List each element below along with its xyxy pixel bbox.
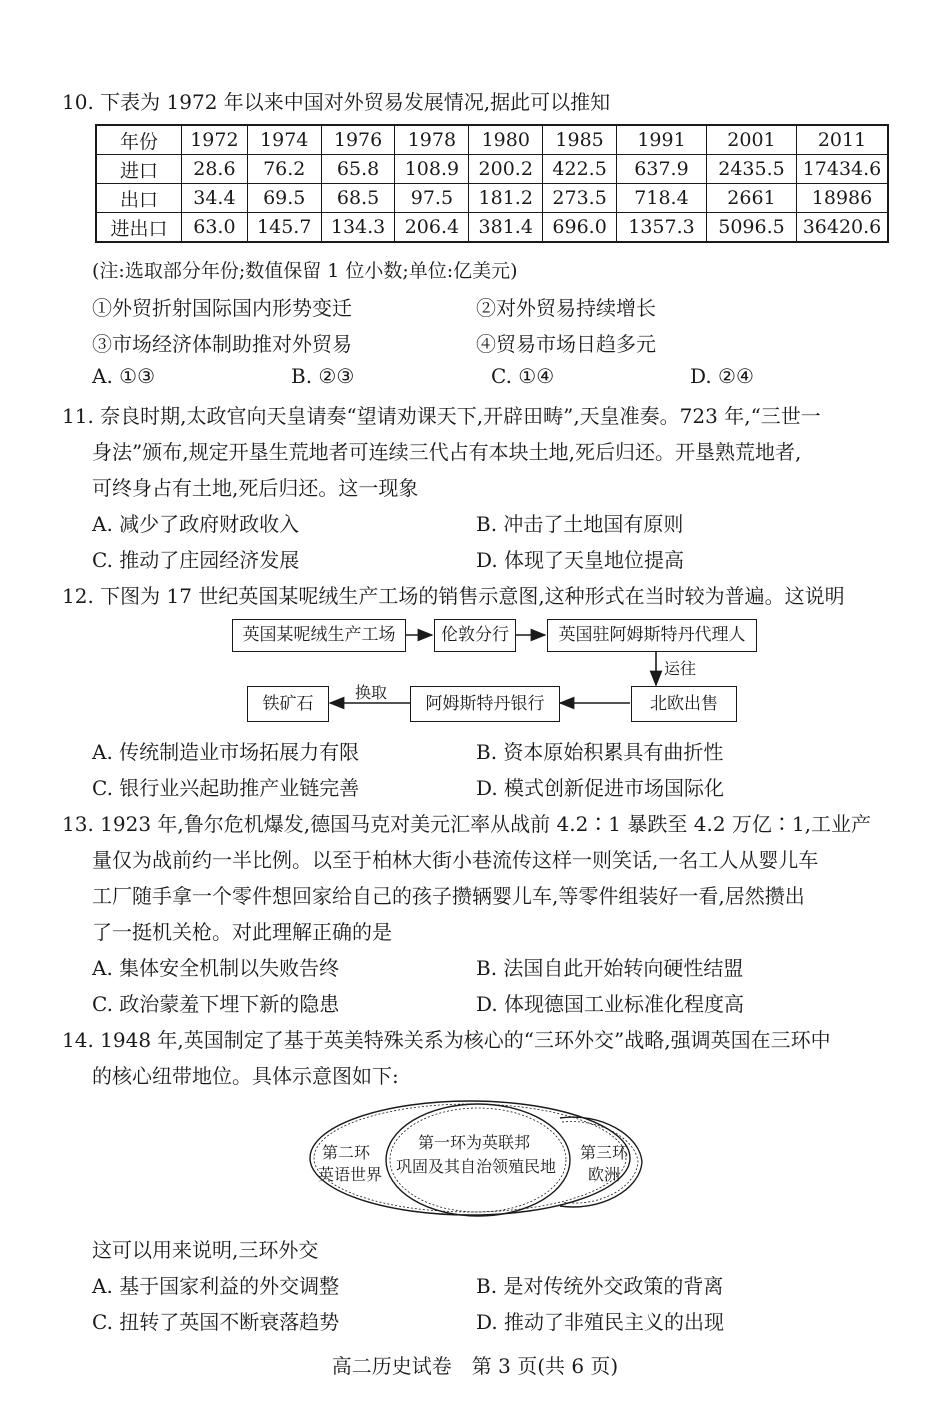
q11-stem-line-3: 可终身占有土地,死后归还。这一现象 bbox=[92, 476, 419, 500]
box-amsterdam-agent: 英国驻阿姆斯特丹代理人 bbox=[547, 619, 757, 652]
q11-option-a[interactable]: A. 减少了政府财政收入 bbox=[92, 512, 300, 536]
q14-lead: 这可以用来说明,三环外交 bbox=[92, 1238, 319, 1262]
label-exchange: 换取 bbox=[355, 683, 388, 702]
table-cell: 718.4 bbox=[617, 184, 707, 213]
table-cell: 34.4 bbox=[182, 184, 248, 213]
table-cell: 696.0 bbox=[543, 213, 617, 243]
table-cell: 273.5 bbox=[543, 184, 617, 213]
table-header-cell: 年份 bbox=[96, 125, 182, 155]
table-header-cell: 1974 bbox=[247, 125, 321, 155]
q14-option-b[interactable]: B. 是对传统外交政策的背离 bbox=[476, 1274, 724, 1298]
table-cell: 进口 bbox=[96, 155, 182, 184]
table-header-cell: 1991 bbox=[617, 125, 707, 155]
table-header-cell: 1978 bbox=[395, 125, 469, 155]
box-amsterdam-bank: 阿姆斯特丹银行 bbox=[410, 686, 560, 722]
table-cell: 2661 bbox=[706, 184, 796, 213]
page-footer: 高二历史试卷 第 3 页(共 6 页) bbox=[331, 1354, 619, 1378]
table-header-cell: 1976 bbox=[321, 125, 395, 155]
q12-option-c[interactable]: C. 银行业兴起助推产业链完善 bbox=[92, 776, 360, 800]
ring-second-sub: 英语世界 bbox=[318, 1165, 383, 1184]
q13-option-c[interactable]: C. 政治蒙羞下埋下新的隐患 bbox=[92, 992, 340, 1016]
table-cell: 200.2 bbox=[469, 155, 543, 184]
table-cell: 206.4 bbox=[395, 213, 469, 243]
ring-first-sub: 巩固及其自治领殖民地 bbox=[396, 1157, 557, 1176]
q14-stem-line-1: 14. 1948 年,英国制定了基于英美特殊关系为核心的“三环外交”战略,强调英国在三环中 bbox=[62, 1028, 831, 1052]
q10-statement-3: ③市场经济体制助推对外贸易 bbox=[92, 332, 352, 356]
table-cell: 69.5 bbox=[247, 184, 321, 213]
q11-option-c[interactable]: C. 推动了庄园经济发展 bbox=[92, 548, 300, 572]
q13-option-d[interactable]: D. 体现德国工业标准化程度高 bbox=[476, 992, 745, 1016]
q14-option-d[interactable]: D. 推动了非殖民主义的出现 bbox=[476, 1310, 725, 1334]
table-cell: 422.5 bbox=[543, 155, 617, 184]
q10-statement-4: ④贸易市场日趋多元 bbox=[476, 332, 656, 356]
q13-stem-line-2: 量仅为战前约一半比例。以至于柏林大街小巷流传这样一则笑话,一名工人从婴儿车 bbox=[92, 848, 819, 872]
q12-option-a[interactable]: A. 传统制造业市场拓展力有限 bbox=[92, 740, 360, 764]
table-cell: 36420.6 bbox=[797, 213, 889, 243]
ring-third-title: 第三环 bbox=[580, 1143, 629, 1162]
table-cell: 637.9 bbox=[617, 155, 707, 184]
q11-stem-line-1: 11. 奈良时期,太政官向天皇请奏“望请劝课天下,开辟田畴”,天皇准奏。723 年,“三世一 bbox=[62, 404, 821, 428]
q10-statement-1: ①外贸折射国际国内形势变迁 bbox=[92, 296, 352, 320]
q11-option-b[interactable]: B. 冲击了土地国有原则 bbox=[476, 512, 684, 536]
q10-option-d[interactable]: D. ②④ bbox=[690, 364, 754, 388]
table-cell: 108.9 bbox=[395, 155, 469, 184]
q14-option-a[interactable]: A. 基于国家利益的外交调整 bbox=[92, 1274, 340, 1298]
box-london-branch: 伦敦分行 bbox=[434, 619, 516, 652]
table-cell: 76.2 bbox=[247, 155, 321, 184]
q10-stem: 10. 下表为 1972 年以来中国对外贸易发展情况,据此可以推知 bbox=[62, 90, 611, 114]
table-header-cell: 1972 bbox=[182, 125, 248, 155]
q10-note: (注:选取部分年份;数值保留 1 位小数;单位:亿美元) bbox=[92, 260, 518, 282]
table-cell: 18986 bbox=[797, 184, 889, 213]
q13-stem-line-3: 工厂随手拿一个零件想回家给自己的孩子攒辆婴儿车,等零件组装好一看,居然攒出 bbox=[92, 884, 805, 908]
table-header-cell: 1985 bbox=[543, 125, 617, 155]
table-header-cell: 1980 bbox=[469, 125, 543, 155]
box-nordic-sale: 北欧出售 bbox=[631, 686, 737, 722]
q11-stem-line-2: 身法”颁布,规定开垦生荒地者可连续三代占有本块土地,死后归还。开垦熟荒地者, bbox=[92, 440, 802, 464]
q10-option-b[interactable]: B. ②③ bbox=[291, 364, 355, 388]
table-cell: 381.4 bbox=[469, 213, 543, 243]
box-factory: 英国某呢绒生产工场 bbox=[232, 619, 406, 652]
q13-option-b[interactable]: B. 法国自此开始转向硬性结盟 bbox=[476, 956, 744, 980]
table-cell: 181.2 bbox=[469, 184, 543, 213]
box-iron-ore: 铁矿石 bbox=[247, 686, 329, 722]
ring-third-sub: 欧洲 bbox=[588, 1165, 621, 1184]
ring-second-title: 第二环 bbox=[322, 1143, 371, 1162]
q14-stem-line-2: 的核心纽带地位。具体示意图如下: bbox=[92, 1064, 399, 1088]
q11-option-d[interactable]: D. 体现了天皇地位提高 bbox=[476, 548, 685, 572]
q12-option-d[interactable]: D. 模式创新促进市场国际化 bbox=[476, 776, 725, 800]
table-cell: 63.0 bbox=[182, 213, 248, 243]
label-ship-to: 运往 bbox=[664, 659, 697, 678]
table-header-cell: 2001 bbox=[706, 125, 796, 155]
q13-option-a[interactable]: A. 集体安全机制以失败告终 bbox=[92, 956, 340, 980]
table-cell: 5096.5 bbox=[706, 213, 796, 243]
table-cell: 2435.5 bbox=[706, 155, 796, 184]
table-header-cell: 2011 bbox=[797, 125, 889, 155]
q10-option-c[interactable]: C. ①④ bbox=[491, 364, 555, 388]
table-cell: 134.3 bbox=[321, 213, 395, 243]
q13-stem-line-4: 了一挺机关枪。对此理解正确的是 bbox=[92, 920, 392, 944]
q13-stem-line-1: 13. 1923 年,鲁尔危机爆发,德国马克对美元汇率从战前 4.2∶1 暴跌至 4.2 万亿∶1,工业产 bbox=[62, 812, 871, 836]
table-cell: 17434.6 bbox=[797, 155, 889, 184]
table-cell: 1357.3 bbox=[617, 213, 707, 243]
ring-first-title: 第一环为英联邦 bbox=[418, 1133, 531, 1152]
q10-statement-2: ②对外贸易持续增长 bbox=[476, 296, 656, 320]
table-cell: 68.5 bbox=[321, 184, 395, 213]
q14-option-c[interactable]: C. 扭转了英国不断衰落趋势 bbox=[92, 1310, 340, 1334]
table-cell: 28.6 bbox=[182, 155, 248, 184]
table-cell: 97.5 bbox=[395, 184, 469, 213]
q12-option-b[interactable]: B. 资本原始积累具有曲折性 bbox=[476, 740, 724, 764]
table-cell: 出口 bbox=[96, 184, 182, 213]
table-cell: 145.7 bbox=[247, 213, 321, 243]
table-cell: 进出口 bbox=[96, 213, 182, 243]
q12-stem: 12. 下图为 17 世纪英国某呢绒生产工场的销售示意图,这种形式在当时较为普遍。这说明 bbox=[62, 584, 845, 608]
q10-option-a[interactable]: A. ①③ bbox=[92, 364, 156, 388]
table-cell: 65.8 bbox=[321, 155, 395, 184]
